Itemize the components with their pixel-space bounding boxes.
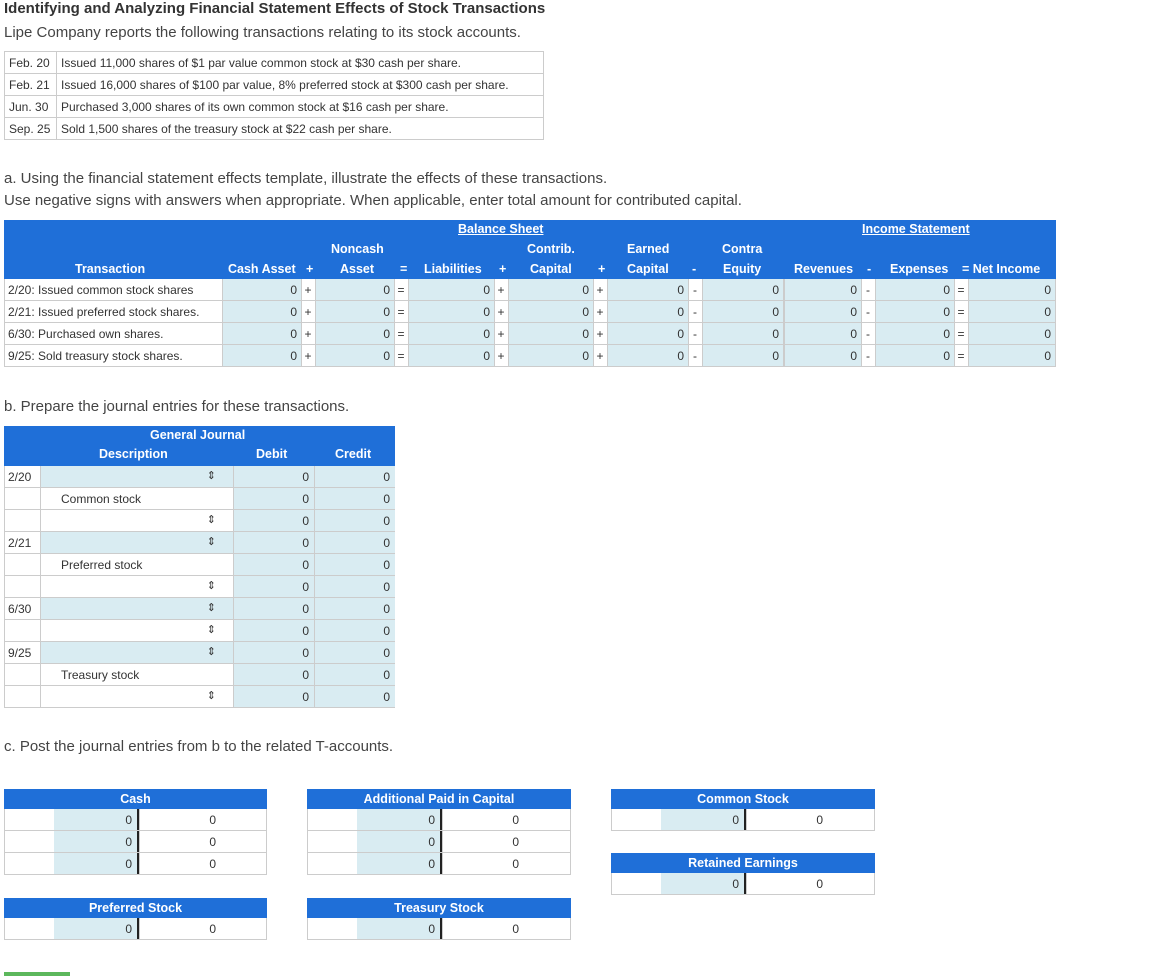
t-account-title: Preferred Stock [4,898,267,918]
op-plus: + [596,305,604,319]
journal-row [4,554,395,576]
fse-row [4,323,1056,345]
credit-input[interactable]: 0 [315,466,395,487]
updown-arrow-icon: ⇕ [206,602,216,614]
op-plus: + [304,327,312,341]
debit-input[interactable]: 0 [234,576,315,597]
transaction-date: Jun. 30 [5,96,57,118]
credit-input[interactable]: 0 [315,576,395,597]
journal-row [4,466,395,488]
cash-asset-input[interactable]: 0 [222,279,302,300]
updown-arrow-icon: ⇕ [206,470,216,482]
part-a-instruction: a. Using the financial statement effects template, illustrate the effects of these transactions. [4,170,608,187]
journal-row [4,598,395,620]
transaction-row [5,52,544,74]
contrib-capital-input[interactable]: 0 [508,301,594,322]
col-cash-asset: Cash Asset [228,262,296,276]
updown-arrow-icon: ⇕ [206,580,216,592]
col-transaction: Transaction [75,262,146,276]
transaction-row [5,118,544,140]
col-net-income: = Net Income [962,262,1041,276]
col-earned-2: Capital [627,262,669,276]
fse-header [4,220,1056,279]
credit-input[interactable]: 0 [315,686,395,707]
revenues-input[interactable]: 0 [784,279,862,300]
contra-equity-input[interactable]: 0 [702,323,784,344]
op-plus: + [306,262,314,276]
earned-capital-input[interactable]: 0 [607,279,689,300]
t-account-title: Treasury Stock [307,898,571,918]
op-plus: + [497,327,505,341]
debit-input[interactable]: 0 [234,554,315,575]
part-b-instruction: b. Prepare the journal entries for these transactions. [4,398,350,415]
journal-row [4,620,395,642]
part-c-instruction: c. Post the journal entries from b to the related T-accounts. [4,738,394,755]
col-contrib-1: Contrib. [527,242,575,256]
t-account-row [4,918,267,940]
transaction-date: Feb. 20 [5,52,57,74]
op-eq: = [397,327,405,341]
fse-row [4,301,1056,323]
op-plus: + [596,327,604,341]
credit-input[interactable]: 0 [315,510,395,531]
expenses-input[interactable]: 0 [875,323,955,344]
op-minus: - [866,349,870,363]
transaction-text: Sold 1,500 shares of the treasury stock at $22 cash per share. [57,118,544,140]
noncash-asset-input[interactable]: 0 [315,301,395,322]
journal-date: 2/20 [8,470,32,484]
account-select[interactable] [40,642,234,663]
op-plus: + [304,349,312,363]
liabilities-input[interactable]: 0 [408,279,495,300]
fse-row-label: 9/25: Sold treasury stock shares. [8,349,183,363]
journal-row [4,510,395,532]
col-contra-2: Equity [723,262,762,276]
fse-template [4,220,1056,368]
op-plus: + [497,283,505,297]
net-income-input[interactable]: 0 [968,279,1056,300]
t-credit-input[interactable]: 0 [139,918,221,939]
t-account-retained-earnings [611,853,875,895]
op-minus: - [693,305,697,319]
t-account-title: Common Stock [611,789,875,809]
op-eq: = [397,349,405,363]
account-select[interactable] [40,466,234,487]
credit-input[interactable]: 0 [315,620,395,641]
revenues-input[interactable]: 0 [784,301,862,322]
journal-row [4,686,395,708]
debit-input[interactable]: 0 [234,510,315,531]
t-account-title: Retained Earnings [611,853,875,873]
op-eq: = [400,262,408,276]
part-a-note: Use negative signs with answers when appropriate. When applicable, enter total amount for contributed capital. [4,192,742,209]
updown-arrow-icon: ⇕ [206,646,216,658]
contra-equity-input[interactable]: 0 [702,279,784,300]
net-income-input[interactable]: 0 [968,345,1056,366]
contrib-capital-input[interactable]: 0 [508,279,594,300]
col-contrib-2: Capital [530,262,572,276]
check-button-edge[interactable] [4,972,70,976]
col-revenues: Revenues [794,262,854,276]
credit-input[interactable]: 0 [315,664,395,685]
t-credit-input[interactable]: 0 [442,918,524,939]
t-credit-input[interactable]: 0 [442,831,524,852]
net-income-input[interactable]: 0 [968,301,1056,322]
t-debit-input[interactable]: 0 [54,831,139,852]
t-account-row [4,831,267,853]
updown-arrow-icon: ⇕ [206,624,216,636]
t-account-row [307,809,571,831]
op-eq: = [957,327,965,341]
op-eq: = [397,283,405,297]
col-earned-1: Earned [627,242,670,256]
op-eq: = [957,283,965,297]
transaction-date: Sep. 25 [5,118,57,140]
op-plus: + [596,283,604,297]
transaction-text: Issued 16,000 shares of $100 par value, 8% preferred stock at $300 cash per share. [57,74,544,96]
t-debit-input[interactable]: 0 [357,831,442,852]
debit-input[interactable]: 0 [234,642,315,663]
op-plus: + [497,349,505,363]
t-debit-input[interactable]: 0 [661,873,746,894]
transaction-row [5,96,544,118]
transaction-text: Purchased 3,000 shares of its own common stock at $16 cash per share. [57,96,544,118]
updown-arrow-icon: ⇕ [206,690,216,702]
t-credit-input[interactable]: 0 [139,831,221,852]
account-select[interactable] [40,686,234,707]
debit-input[interactable]: 0 [234,598,315,619]
t-debit-input[interactable]: 0 [54,918,139,939]
t-account-row [307,918,571,940]
fse-row [4,279,1056,301]
intro-text: Lipe Company reports the following transactions relating to its stock accounts. [4,24,521,41]
op-plus: + [598,262,606,276]
account-select[interactable] [40,598,234,619]
liabilities-input[interactable]: 0 [408,301,495,322]
page-title: Identifying and Analyzing Financial Statement Effects of Stock Transactions [4,0,546,17]
op-minus: - [693,327,697,341]
t-debit-input[interactable]: 0 [357,809,442,830]
updown-arrow-icon: ⇕ [206,536,216,548]
earned-capital-input[interactable]: 0 [607,323,689,344]
noncash-asset-input[interactable]: 0 [315,279,395,300]
col-debit: Debit [256,447,288,461]
t-credit-input[interactable]: 0 [746,873,828,894]
t-account-cash [4,789,267,875]
credit-input[interactable]: 0 [315,642,395,663]
earned-capital-input[interactable]: 0 [607,301,689,322]
op-minus: - [866,327,870,341]
journal-row [4,664,395,686]
t-account-row [4,809,267,831]
debit-input[interactable]: 0 [234,466,315,487]
balance-sheet-heading: Balance Sheet [458,222,544,236]
credit-input[interactable]: 0 [315,554,395,575]
col-noncash-1: Noncash [331,242,384,256]
account-select[interactable] [40,620,234,641]
op-plus: + [497,305,505,319]
journal-row [4,488,395,510]
t-account-preferred-stock [4,898,267,940]
expenses-input[interactable]: 0 [875,345,955,366]
col-credit: Credit [335,447,372,461]
t-account-row [4,853,267,875]
journal-row [4,642,395,664]
op-plus: + [596,349,604,363]
op-minus: - [692,262,697,276]
earned-capital-input[interactable]: 0 [607,345,689,366]
t-account-common-stock [611,789,875,831]
col-description: Description [99,447,168,461]
t-credit-input[interactable]: 0 [139,853,221,874]
op-plus: + [499,262,507,276]
op-plus: + [304,283,312,297]
col-expenses: Expenses [890,262,949,276]
t-account-row [307,831,571,853]
transaction-text: Issued 11,000 shares of $1 par value common stock at $30 cash per share. [57,52,544,74]
journal-row [4,532,395,554]
credit-input[interactable]: 0 [315,488,395,509]
transaction-date: Feb. 21 [5,74,57,96]
t-debit-input[interactable]: 0 [54,853,139,874]
t-account-title: Cash [4,789,267,809]
journal-date: 6/30 [8,602,32,616]
account-label: Preferred stock [40,554,234,575]
transactions-table [4,51,544,140]
fse-row-label: 6/30: Purchased own shares. [8,327,164,341]
t-credit-input[interactable]: 0 [746,809,828,830]
contrib-capital-input[interactable]: 0 [508,345,594,366]
credit-input[interactable]: 0 [315,532,395,553]
transaction-row [5,74,544,96]
account-label: Treasury stock [40,664,234,685]
op-eq: = [957,305,965,319]
t-debit-input[interactable]: 0 [357,853,442,874]
op-minus: - [693,283,697,297]
col-liabilities: Liabilities [424,262,482,276]
op-minus: - [693,349,697,363]
op-plus: + [304,305,312,319]
t-account-row [611,809,875,831]
op-minus: - [866,283,870,297]
fse-row-label: 2/20: Issued common stock shares [8,283,194,297]
op-eq: = [397,305,405,319]
t-credit-input[interactable]: 0 [442,853,524,874]
account-select[interactable] [40,576,234,597]
income-statement-heading: Income Statement [862,222,970,236]
journal-date: 2/21 [8,536,32,550]
t-account-row [307,853,571,875]
col-contra-1: Contra [722,242,763,256]
credit-input[interactable]: 0 [315,598,395,619]
liabilities-input[interactable]: 0 [408,345,495,366]
t-debit-input[interactable]: 0 [357,918,442,939]
contrib-capital-input[interactable]: 0 [508,323,594,344]
updown-arrow-icon: ⇕ [206,514,216,526]
noncash-asset-input[interactable]: 0 [315,345,395,366]
cash-asset-input[interactable]: 0 [222,345,302,366]
t-debit-input[interactable]: 0 [54,809,139,830]
debit-input[interactable]: 0 [234,488,315,509]
contra-equity-input[interactable]: 0 [702,345,784,366]
journal-header [4,426,395,466]
debit-input[interactable]: 0 [234,620,315,641]
debit-input[interactable]: 0 [234,532,315,553]
fse-row [4,345,1056,367]
op-eq: = [957,349,965,363]
t-debit-input[interactable]: 0 [661,809,746,830]
cash-asset-input[interactable]: 0 [222,323,302,344]
op-minus: - [866,305,870,319]
cash-asset-input[interactable]: 0 [222,301,302,322]
t-account-row [611,873,875,895]
journal-row [4,576,395,598]
debit-input[interactable]: 0 [234,686,315,707]
noncash-asset-input[interactable]: 0 [315,323,395,344]
revenues-input[interactable]: 0 [784,323,862,344]
debit-input[interactable]: 0 [234,664,315,685]
net-income-input[interactable]: 0 [968,323,1056,344]
revenues-input[interactable]: 0 [784,345,862,366]
op-minus: - [867,262,872,276]
account-select[interactable] [40,532,234,553]
liabilities-input[interactable]: 0 [408,323,495,344]
t-credit-input[interactable]: 0 [139,809,221,830]
fse-row-label: 2/21: Issued preferred stock shares. [8,305,200,319]
t-credit-input[interactable]: 0 [442,809,524,830]
journal-date: 9/25 [8,646,32,660]
account-label: Common stock [40,488,234,509]
expenses-input[interactable]: 0 [875,279,955,300]
account-select[interactable] [40,510,234,531]
expenses-input[interactable]: 0 [875,301,955,322]
contra-equity-input[interactable]: 0 [702,301,784,322]
t-account-treasury-stock [307,898,571,940]
journal-title: General Journal [150,428,246,442]
t-account-title: Additional Paid in Capital [307,789,571,809]
t-account-apic [307,789,571,875]
col-noncash-2: Asset [340,262,375,276]
